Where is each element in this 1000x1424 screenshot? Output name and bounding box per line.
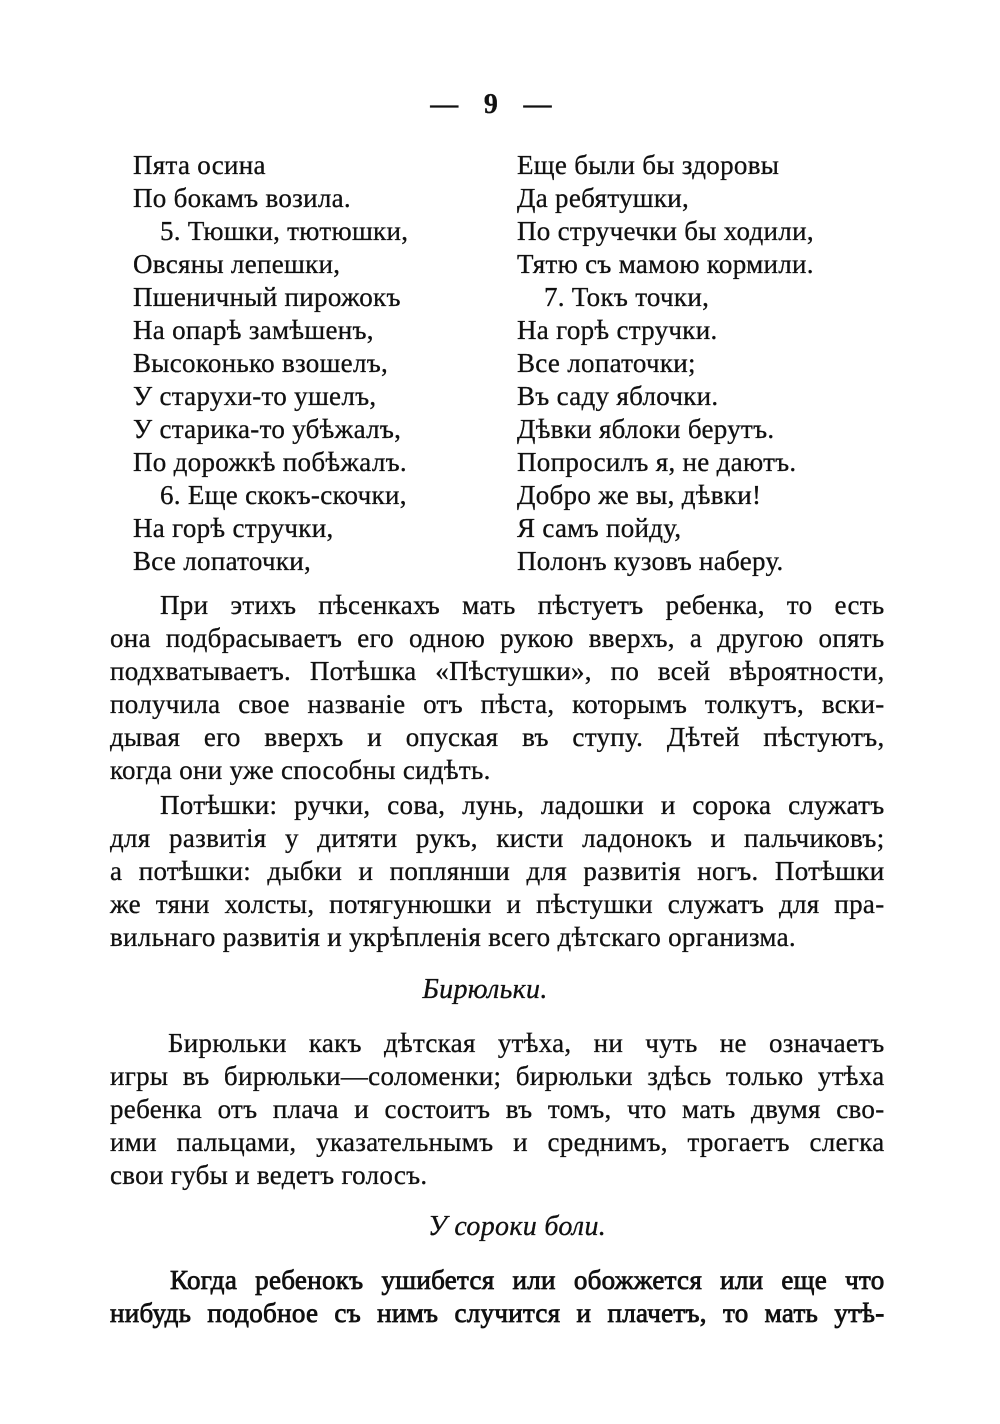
poem-line: На горѣ стручки, [133,513,334,543]
paragraph-poteshki [110,789,885,954]
paragraph-pestushki [110,589,885,787]
poem-line: Еще были бы здоровы [517,150,780,180]
poem-line: По бокамъ возила. [133,183,351,213]
poem-column-left [133,149,493,578]
poem-line: На опарѣ замѣшенъ, [133,315,374,345]
text-line: для развитія у дитяти рукъ, кисти ладонокъ и пальчиковъ; [110,823,885,853]
text-line: свои губы и ведетъ голосъ. [110,1160,428,1190]
poem-line: Высоконько взошелъ, [133,348,389,378]
paragraph-biryulki [110,1027,885,1192]
text-line: Бирюльки какъ дѣтская утѣха, ни чуть не означаетъ [168,1028,885,1058]
poem-line: На горѣ стручки. [517,315,718,345]
poem-line: Овсяны лепешки, [133,249,341,279]
text-line: ребенка отъ плача и состоитъ въ томъ, что мать двумя сво- [110,1094,885,1124]
text-line: получила свое названіе отъ пѣста, которымъ толкутъ, вски- [110,689,885,719]
poem-line: По дорожкѣ побѣжалъ. [133,447,407,477]
poem-line: Попросилъ я, не даютъ. [517,447,797,477]
text-line: Когда ребенокъ ушибется или обожжется или еще что [170,1265,885,1295]
poem-line: Пята осина [133,150,266,180]
section-heading-biryulki: Бирюльки. [422,974,548,1005]
poem-line: У старухи-то ушелъ, [133,381,377,411]
poem-line: Пшеничный пирожокъ [133,282,401,312]
poem-line: 5. Тюшки, тютюшки, [160,216,409,246]
text-line: ими пальцами, указательнымъ и среднимъ, трогаетъ слегка [110,1127,885,1157]
poem-line: Дѣвки яблоки берутъ. [517,414,775,444]
section-heading-u-soroki-boli: У сороки боли. [427,1211,607,1242]
poem-line: По стручечки бы ходили, [517,216,814,246]
text-line: При этихъ пѣсенкахъ мать пѣстуетъ ребенка, то есть [160,590,885,620]
poem-line: Все лопаточки, [133,546,312,576]
poem-line: Все лопаточки; [517,348,696,378]
text-line: нибудь подобное съ нимъ случится и плачетъ, то мать утѣ- [110,1298,885,1328]
poem-line: Я самъ пойду, [517,513,682,543]
text-line: Потѣшки: ручки, сова, лунь, ладошки и сорока служатъ [160,790,885,820]
paragraph-u-soroki-boli [110,1264,885,1330]
text-line: подхватываетъ. Потѣшка «Пѣстушки», по всей вѣроятности, [110,656,885,686]
page-number: — 9 — [430,89,552,120]
text-line: же тяни холсты, потягунюшки и пѣстушки служатъ для пра- [110,889,885,919]
text-line: а потѣшки: дыбки и поплянши для развитія ногъ. Потѣшки [110,856,885,886]
text-line: когда они уже способны сидѣть. [110,755,491,785]
text-line: игры въ бирюльки—соломенки; бирюльки здѣсь только утѣха [110,1061,885,1091]
poem-line: Въ саду яблочки. [517,381,719,411]
poem-line: 7. Токъ точки, [544,282,710,312]
poem-line: 6. Еще скокъ-скочки, [160,480,407,510]
poem-line: Полонъ кузовъ наберу. [517,546,784,576]
poem-line: Да ребятушки, [517,183,690,213]
text-line: она подбрасываетъ его одною рукою вверхъ, а другою опять [110,623,885,653]
poem-column-right [517,149,897,578]
poem-line: У старика-то убѣжалъ, [133,414,402,444]
poem-line: Тятю съ мамою кормили. [517,249,814,279]
poem-line: Добро же вы, дѣвки! [517,480,762,510]
text-line: вильнаго развитія и укрѣпленія всего дѣтскаго организма. [110,922,796,952]
text-line: дывая его вверхъ и опуская въ ступу. Дѣтей пѣстуютъ, [110,722,885,752]
